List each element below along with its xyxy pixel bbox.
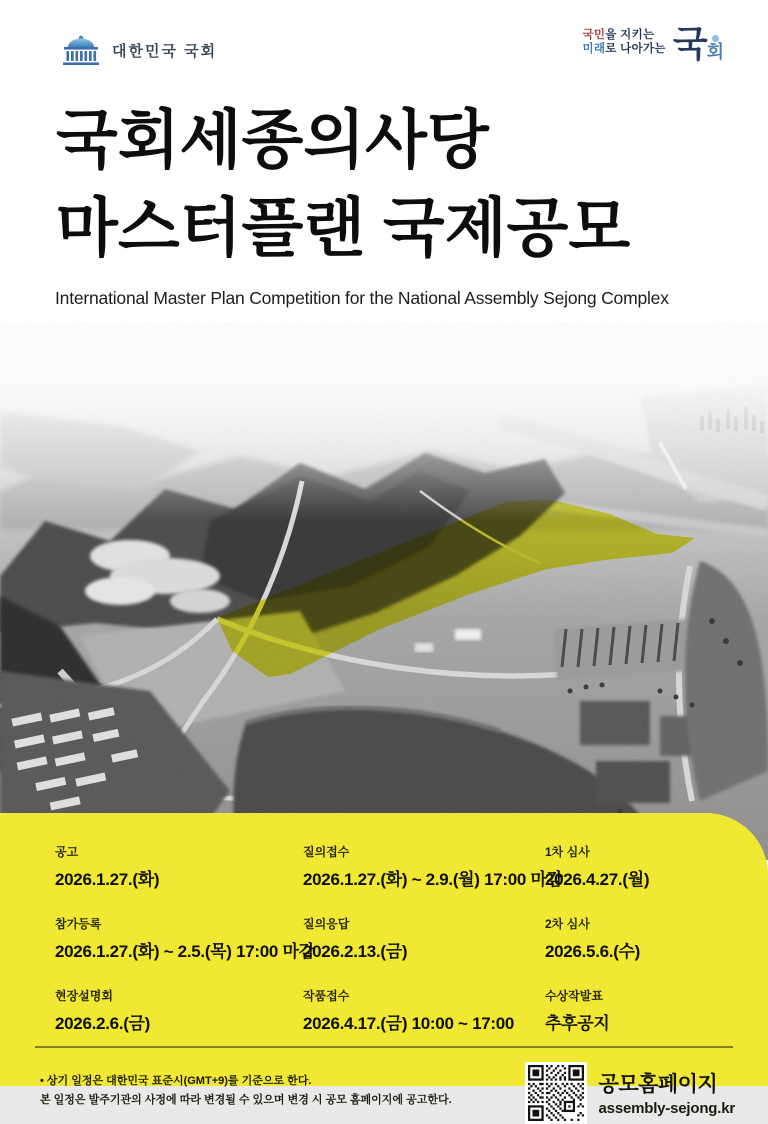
poster-subtitle-english: International Master Plan Competition for the National Assembly Sejong Complex bbox=[55, 288, 669, 308]
schedule-item-label: 참가등록 bbox=[55, 917, 102, 931]
schedule-item bbox=[303, 843, 563, 890]
schedule-item-value: 2026.1.27.(화) ~ 2.5.(목) 17:00 마감 bbox=[55, 942, 315, 961]
schedule-item-label: 질의접수 bbox=[303, 845, 350, 859]
schedule-item bbox=[545, 987, 748, 1034]
schedule-item-value: 2026.4.27.(월) bbox=[545, 870, 650, 889]
schedule-item-value: 2026.5.6.(수) bbox=[545, 942, 641, 961]
assembly-slogan-logo bbox=[582, 23, 724, 65]
slogan-rest-1: 을 지키는 bbox=[605, 29, 655, 41]
schedule-notes bbox=[40, 1072, 452, 1111]
qr-code-icon bbox=[525, 1062, 587, 1124]
assembly-building-icon bbox=[60, 34, 102, 66]
schedule-item bbox=[55, 915, 315, 962]
slogan-word-red: 국민 bbox=[582, 29, 606, 41]
slogan-text bbox=[582, 28, 665, 61]
homepage-label: 공모홈페이지 bbox=[598, 1073, 718, 1096]
note-line-1: • 상기 일정은 대한민국 표준시(GMT+9)를 기준으로 한다. bbox=[40, 1074, 312, 1087]
schedule-item-value: 2026.2.13.(금) bbox=[303, 942, 408, 961]
title-line-2: 마스터플랜 국제공모 bbox=[56, 192, 631, 264]
schedule-item bbox=[545, 915, 748, 962]
schedule-panel bbox=[0, 813, 768, 1117]
schedule-item-label: 2차 심사 bbox=[545, 917, 590, 931]
schedule-item-value: 2026.4.17.(금) 10:00 ~ 17:00 bbox=[303, 1014, 515, 1033]
footer-row bbox=[0, 1062, 768, 1124]
schedule-item-label: 현장설명회 bbox=[55, 989, 113, 1003]
national-assembly-logo bbox=[60, 34, 217, 66]
homepage-text bbox=[599, 1068, 735, 1117]
slogan-word-blue: 미래 bbox=[582, 43, 606, 56]
schedule-item-value: 추후공지 bbox=[545, 1014, 610, 1033]
wordmark-main: 국 bbox=[672, 23, 706, 65]
schedule-grid bbox=[0, 813, 768, 1034]
left-logo-text: 대한민국 국회 bbox=[112, 42, 218, 60]
note-line-2: 본 일정은 발주기관의 사정에 따라 변경될 수 있으며 변경 시 공모 홈페이지에 공고한다. bbox=[40, 1093, 452, 1106]
schedule-item-value: 2026.1.27.(화) ~ 2.9.(월) 17:00 마감 bbox=[303, 870, 563, 889]
wordmark-sub: 회 bbox=[706, 41, 724, 62]
gukhoe-wordmark bbox=[672, 23, 724, 65]
title-line-1: 국회세종의사당 bbox=[56, 104, 489, 176]
aerial-site-photo bbox=[0, 371, 768, 860]
schedule-item bbox=[303, 987, 545, 1034]
slogan-rest-2: 로 나아가는 bbox=[605, 43, 666, 56]
schedule-item-label: 공고 bbox=[55, 845, 79, 859]
poster-header bbox=[0, 23, 768, 86]
schedule-item bbox=[545, 843, 748, 890]
footer-divider bbox=[35, 1046, 733, 1048]
schedule-item bbox=[55, 843, 303, 890]
poster-title bbox=[56, 96, 630, 272]
schedule-item-label: 1차 심사 bbox=[545, 845, 590, 859]
schedule-item-label: 수상작발표 bbox=[545, 989, 603, 1003]
schedule-item-value: 2026.2.6.(금) bbox=[55, 1014, 151, 1033]
grain-overlay bbox=[0, 371, 768, 860]
schedule-item bbox=[55, 987, 303, 1034]
schedule-item bbox=[303, 915, 545, 962]
person-head-dot-icon bbox=[712, 35, 719, 42]
homepage-url: assembly-sejong.kr bbox=[598, 1100, 735, 1117]
homepage-block bbox=[525, 1062, 735, 1124]
schedule-item-label: 질의응답 bbox=[303, 917, 350, 931]
schedule-item-value: 2026.1.27.(화) bbox=[55, 870, 160, 889]
aerial-photo-illustration bbox=[0, 371, 768, 860]
schedule-item-label: 작품접수 bbox=[303, 989, 350, 1003]
